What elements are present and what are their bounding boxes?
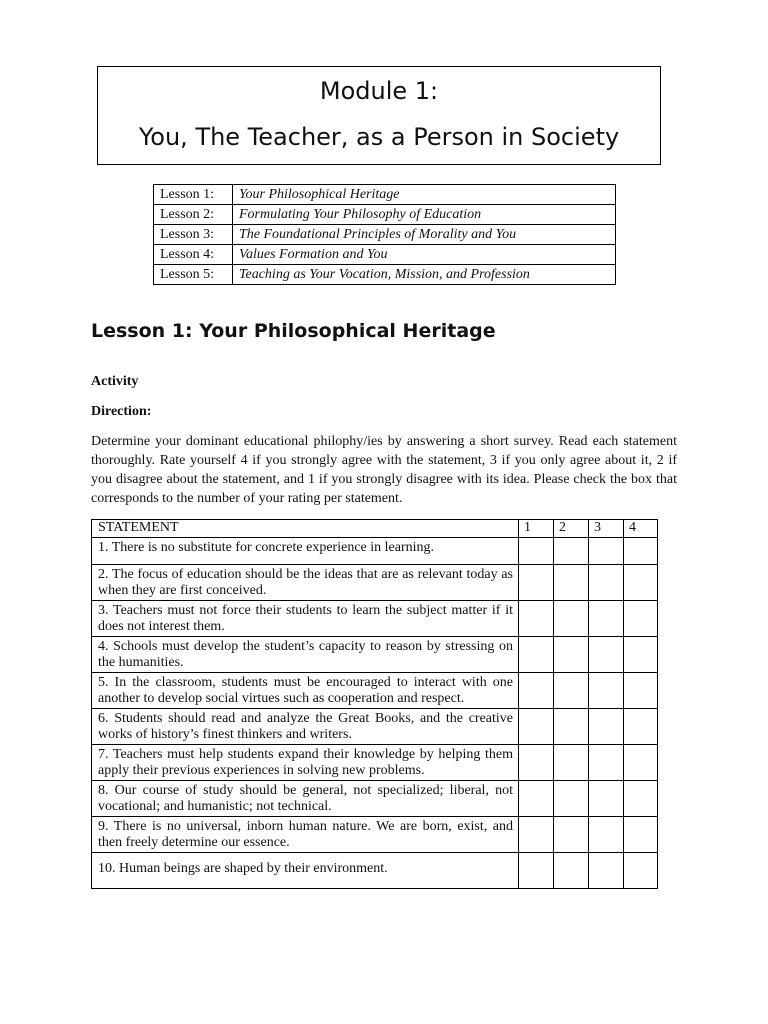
statement-text: 3. Teachers must not force their students to learn the subject matter if it does not interest them. (92, 601, 519, 637)
lesson-title: The Foundational Principles of Morality and You (233, 225, 616, 245)
lesson-title: Teaching as Your Vocation, Mission, and Profession (233, 265, 616, 285)
rating-box-2[interactable] (554, 853, 589, 889)
statement-text: 9. There is no universal, inborn human nature. We are born, exist, and then freely determine our essence. (92, 817, 519, 853)
lesson-number: Lesson 2: (154, 205, 233, 225)
lesson-title: Values Formation and You (233, 245, 616, 265)
statement-text: 2. The focus of education should be the ideas that are as relevant today as when they are first conceived. (92, 565, 519, 601)
statement-text: 5. In the classroom, students must be encouraged to interact with one another to develop social virtues such as cooperation and respect. (92, 673, 519, 709)
survey-row (92, 853, 658, 889)
rating-box-2[interactable] (554, 673, 589, 709)
rating-box-3[interactable] (589, 781, 624, 817)
rating-box-4[interactable] (624, 538, 658, 565)
lesson-row (154, 265, 616, 285)
lesson-row (154, 185, 616, 205)
survey-row (92, 565, 658, 601)
rating-box-2[interactable] (554, 817, 589, 853)
survey-row (92, 781, 658, 817)
header-rating-3: 3 (589, 520, 624, 538)
rating-box-3[interactable] (589, 637, 624, 673)
statement-text: 1. There is no substitute for concrete experience in learning. (92, 538, 519, 565)
module-title-box (97, 66, 661, 165)
survey-row (92, 637, 658, 673)
lesson-title: Formulating Your Philosophy of Education (233, 205, 616, 225)
statement-text: 7. Teachers must help students expand their knowledge by helping them apply their previous experiences in solving new problems. (92, 745, 519, 781)
lessons-table (153, 184, 616, 285)
lesson-heading: Lesson 1: Your Philosophical Heritage (91, 320, 496, 342)
rating-box-4[interactable] (624, 781, 658, 817)
rating-box-4[interactable] (624, 673, 658, 709)
rating-box-4[interactable] (624, 853, 658, 889)
rating-box-1[interactable] (519, 817, 554, 853)
activity-label: Activity (91, 374, 139, 389)
rating-box-3[interactable] (589, 538, 624, 565)
module-title: Module 1: (319, 77, 439, 105)
lesson-number: Lesson 4: (154, 245, 233, 265)
header-rating-1: 1 (519, 520, 554, 538)
rating-box-2[interactable] (554, 709, 589, 745)
survey-table (91, 519, 658, 889)
lesson-row (154, 205, 616, 225)
direction-label: Direction: (91, 404, 152, 419)
rating-box-4[interactable] (624, 637, 658, 673)
lesson-title: Your Philosophical Heritage (233, 185, 616, 205)
header-rating-4: 4 (624, 520, 658, 538)
lesson-number: Lesson 5: (154, 265, 233, 285)
rating-box-4[interactable] (624, 565, 658, 601)
survey-row (92, 817, 658, 853)
survey-row (92, 745, 658, 781)
rating-box-2[interactable] (554, 637, 589, 673)
rating-box-3[interactable] (589, 673, 624, 709)
statement-text: 10. Human beings are shaped by their environment. (92, 853, 519, 889)
rating-box-1[interactable] (519, 745, 554, 781)
lesson-row (154, 225, 616, 245)
survey-row (92, 538, 658, 565)
rating-box-3[interactable] (589, 709, 624, 745)
statement-text: 4. Schools must develop the student’s capacity to reason by stressing on the humanities. (92, 637, 519, 673)
rating-box-1[interactable] (519, 853, 554, 889)
rating-box-1[interactable] (519, 709, 554, 745)
statement-text: 8. Our course of study should be general, not specialized; liberal, not vocational; and humanistic; not technical. (92, 781, 519, 817)
header-statement: STATEMENT (92, 520, 519, 538)
rating-box-1[interactable] (519, 673, 554, 709)
instructions-paragraph: Determine your dominant educational philophy/ies by answering a short survey. Read each statement thoroughly. Rate yourself 4 if you strongly agree with the statement, 3 if you only agree about it, 2 if you disagree about the statement, and 1 if you strongly disagree with its idea. Please check the box that corresponds to the number of your rating per statement. (91, 434, 677, 506)
rating-box-3[interactable] (589, 853, 624, 889)
rating-box-4[interactable] (624, 817, 658, 853)
header-rating-2: 2 (554, 520, 589, 538)
survey-row (92, 601, 658, 637)
rating-box-1[interactable] (519, 538, 554, 565)
rating-box-1[interactable] (519, 565, 554, 601)
module-subtitle: You, The Teacher, as a Person in Society (138, 123, 620, 151)
rating-box-4[interactable] (624, 745, 658, 781)
survey-header-row (92, 520, 658, 538)
rating-box-4[interactable] (624, 601, 658, 637)
rating-box-3[interactable] (589, 601, 624, 637)
rating-box-3[interactable] (589, 565, 624, 601)
rating-box-3[interactable] (589, 745, 624, 781)
statement-text: 6. Students should read and analyze the Great Books, and the creative works of history’s finest thinkers and writers. (92, 709, 519, 745)
rating-box-2[interactable] (554, 538, 589, 565)
survey-row (92, 709, 658, 745)
rating-box-2[interactable] (554, 601, 589, 637)
lesson-number: Lesson 3: (154, 225, 233, 245)
lesson-row (154, 245, 616, 265)
rating-box-2[interactable] (554, 781, 589, 817)
rating-box-1[interactable] (519, 601, 554, 637)
rating-box-4[interactable] (624, 709, 658, 745)
rating-box-1[interactable] (519, 781, 554, 817)
rating-box-2[interactable] (554, 565, 589, 601)
rating-box-3[interactable] (589, 817, 624, 853)
rating-box-1[interactable] (519, 637, 554, 673)
survey-row (92, 673, 658, 709)
rating-box-2[interactable] (554, 745, 589, 781)
lesson-number: Lesson 1: (154, 185, 233, 205)
